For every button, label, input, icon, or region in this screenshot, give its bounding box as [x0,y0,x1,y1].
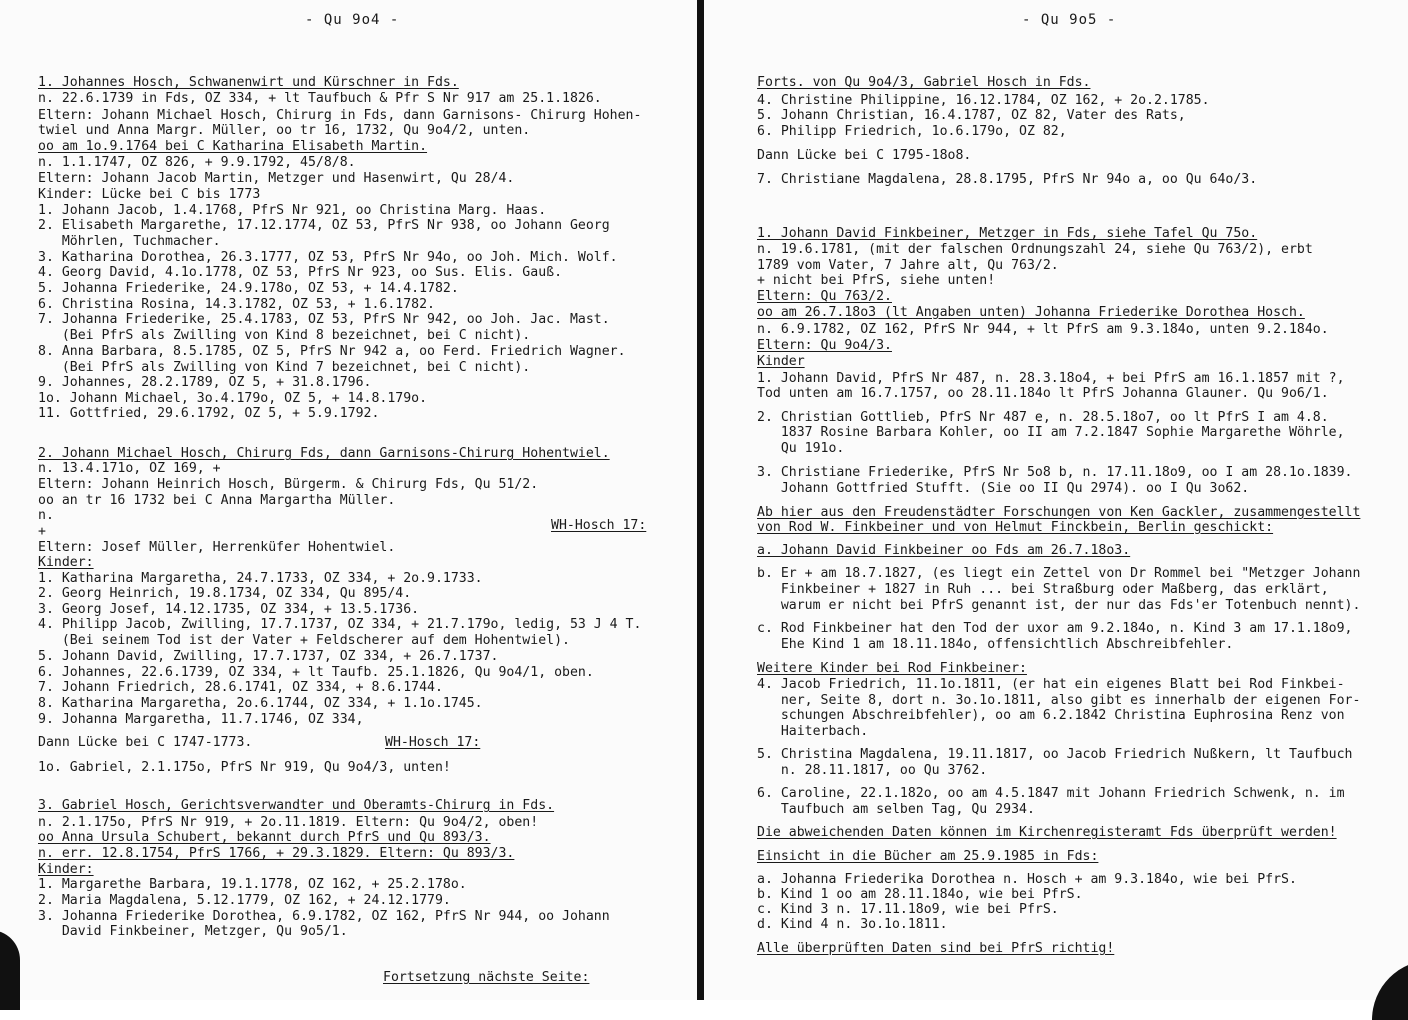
text-line: ner, Seite 8, dort n. 3o.1o.1811, also gibt es innerhalb der eigenen For- [757,693,1361,708]
text-line: 3. Gabriel Hosch, Gerichtsverwandter und Oberamts-Chirurg in Fds. [38,798,555,813]
text-line: Dann Lücke bei C 1795-18o8. [757,148,972,163]
text-line: 1. Margarethe Barbara, 19.1.1778, OZ 162, + 25.2.178o. [38,877,467,892]
text-line: 4. Christine Philippine, 16.12.1784, OZ 162, + 2o.2.1785. [757,93,1210,108]
text-line: n. [38,508,54,523]
text-line: 8. Katharina Margaretha, 2o.6.1744, OZ 334, + 1.1o.1745. [38,696,483,711]
text-line: n. 22.6.1739 in Fds, OZ 334, + lt Taufbuch & Pfr S Nr 917 am 25.1.1826. [38,91,602,106]
text-line: n. 1.1.1747, OZ 826, + 9.9.1792, 45/8/8. [38,155,356,170]
text-line: 1. Katharina Margaretha, 24.7.1733, OZ 334, + 2o.9.1733. [38,571,483,586]
right-page [704,0,1408,1000]
text-line: Eltern: Qu 763/2. [757,289,892,304]
text-line: Dann Lücke bei C 1747-1773. [38,735,253,750]
text-line: a. Johann David Finkbeiner oo Fds am 26.7.18o3. [757,543,1131,558]
text-line: WH-Hosch 17: [551,518,647,533]
text-line: 5. Johann David, Zwilling, 17.7.1737, OZ 334, + 26.7.1737. [38,649,499,664]
text-line: 7. Christiane Magdalena, 28.8.1795, PfrS Nr 94o a, oo Qu 64o/3. [757,172,1258,187]
text-line: n. 13.4.171o, OZ 169, + [38,461,221,476]
text-line: 5. Christina Magdalena, 19.11.1817, oo Jacob Friedrich Nußkern, lt Taufbuch [757,747,1353,762]
text-line: 1o. Johann Michael, 3o.4.179o, OZ 5, + 14.8.179o. [38,391,428,406]
text-line: 9. Johannes, 28.2.1789, OZ 5, + 31.8.1796. [38,375,372,390]
text-line: b. Kind 1 oo am 28.11.184o, wie bei PfrS. [757,887,1083,902]
text-line: 1o. Gabriel, 2.1.175o, PfrS Nr 919, Qu 9o4/3, unten! [38,760,451,775]
book-gutter [697,0,704,1000]
text-line: (Bei PfrS als Zwilling von Kind 7 bezeichnet, bei C nicht). [38,360,531,375]
text-line: 1837 Rosine Barbara Kohler, oo II am 7.2.1847 Sophie Margarethe Wöhrle, [757,425,1345,440]
text-line: von Rod W. Finkbeiner und von Helmut Finckbein, Berlin geschickt: [757,520,1274,535]
text-line: 6. Johannes, 22.6.1739, OZ 334, + lt Taufb. 25.1.1826, Qu 9o4/1, oben. [38,665,594,680]
text-line: WH-Hosch 17: [385,735,481,750]
text-line: 3. Katharina Dorothea, 26.3.1777, OZ 53, PfrS Nr 94o, oo Joh. Mich. Wolf. [38,250,618,265]
text-line: 5. Johanna Friederike, 24.9.178o, OZ 53, + 14.4.1782. [38,281,459,296]
text-line: schungen Abschreibfehler), oo am 6.2.1842 Christina Euphrosina Renz von [757,708,1345,723]
text-line: Eltern: Josef Müller, Herrenküfer Hohentwiel. [38,540,396,555]
text-line: Möhrlen, Tuchmacher. [38,234,221,249]
text-line: oo Anna Ursula Schubert, bekannt durch PfrS und Qu 893/3. [38,830,491,845]
text-line: Eltern: Johann Jacob Martin, Metzger und Hasenwirt, Qu 28/4. [38,171,515,186]
text-line: 4. Jacob Friedrich, 11.1o.1811, (er hat ein eigenes Blatt bei Rod Finkbei- [757,677,1345,692]
text-line: 3. Johanna Friederike Dorothea, 6.9.1782, OZ 162, PfrS Nr 944, oo Johann [38,909,610,924]
text-line: 7. Johann Friedrich, 28.6.1741, OZ 334, + 8.6.1744. [38,680,443,695]
text-line: Kinder: [38,555,94,570]
text-line: Die abweichenden Daten können im Kirchenregisteramt Fds überprüft werden! [757,825,1337,840]
text-line: 1. Johannes Hosch, Schwanenwirt und Kürschner in Fds. [38,75,459,90]
text-line: 6. Philipp Friedrich, 1o.6.179o, OZ 82, [757,124,1067,139]
text-line: Weitere Kinder bei Rod Finkbeiner: [757,661,1027,676]
text-line: (Bei PfrS als Zwilling von Kind 8 bezeichnet, bei C nicht). [38,328,531,343]
text-line: c. Kind 3 n. 17.11.18o9, wie bei PfrS. [757,902,1059,917]
text-line: 7. Johanna Friederike, 25.4.1783, OZ 53, PfrS Nr 942, oo Joh. Jac. Mast. [38,312,610,327]
text-line: c. Rod Finkbeiner hat den Tod der uxor am 9.2.184o, n. Kind 3 am 17.1.18o9, [757,621,1353,636]
text-line: 8. Anna Barbara, 8.5.1785, OZ 5, PfrS Nr 942 a, oo Ferd. Friedrich Wagner. [38,344,626,359]
text-line: n. err. 12.8.1754, PfrS 1766, + 29.3.1829. Eltern: Qu 893/3. [38,846,515,861]
text-line: (Bei seinem Tod ist der Vater + Feldscherer auf dem Hohentwiel). [38,633,570,648]
text-line: b. Er + am 18.7.1827, (es liegt ein Zettel von Dr Rommel bei "Metzger Johann [757,566,1361,581]
text-line: 2. Christian Gottlieb, PfrS Nr 487 e, n. 28.5.18o7, oo lt PfrS I am 4.8. [757,410,1329,425]
text-line: n. 6.9.1782, OZ 162, PfrS Nr 944, + lt PfrS am 9.3.184o, unten 9.2.184o. [757,322,1329,337]
text-line: 2. Georg Heinrich, 19.8.1734, OZ 334, Qu 895/4. [38,586,412,601]
text-line: Eltern: Johann Heinrich Hosch, Bürgerm. & Chirurg Fds, Qu 51/2. [38,477,539,492]
text-line: 2. Johann Michael Hosch, Chirurg Fds, dann Garnisons-Chirurg Hohentwiel. [38,446,610,461]
text-line: Forts. von Qu 9o4/3, Gabriel Hosch in Fds. [757,75,1091,90]
text-line: + nicht bei PfrS, siehe unten! [757,273,996,288]
text-line: 3. Georg Josef, 14.12.1735, OZ 334, + 13.5.1736. [38,602,420,617]
text-line: + [38,524,46,539]
text-line: Tod unten am 16.7.1757, oo 28.11.184o lt PfrS Johanna Glauner. Qu 9o6/1. [757,386,1329,401]
text-line: n. 28.11.1817, oo Qu 3762. [757,763,988,778]
text-line: Qu 191o. [757,441,845,456]
text-line: Alle überprüften Daten sind bei PfrS richtig! [757,941,1115,956]
text-line: 2. Elisabeth Margarethe, 17.12.1774, OZ 53, PfrS Nr 938, oo Johann Georg [38,218,610,233]
text-line: 6. Caroline, 22.1.182o, oo am 4.5.1847 mit Johann Friedrich Schwenk, n. im [757,786,1345,801]
text-line: Eltern: Johann Michael Hosch, Chirurg in Fds, dann Garnisons- Chirurg Hohen- [38,108,642,123]
text-line: Johann Gottfried Stufft. (Sie oo II Qu 2974). oo I Qu 3o62. [757,481,1250,496]
left-page [0,0,697,1000]
text-line: oo am 1o.9.1764 bei C Katharina Elisabeth Martin. [38,139,428,154]
text-line: 5. Johann Christian, 16.4.1787, OZ 82, Vater des Rats, [757,108,1186,123]
text-line: 1. Johann David, PfrS Nr 487, n. 28.3.18o4, + bei PfrS am 16.1.1857 mit ?, [757,371,1345,386]
text-line: Ehe Kind 1 am 18.11.184o, offensichtlich Abschreibfehler. [757,637,1234,652]
text-line: n. 2.1.175o, PfrS Nr 919, + 2o.11.1819. Eltern: Qu 9o4/2, oben! [38,815,539,830]
page-header: - Qu 9o5 - [1022,12,1117,28]
text-line: 11. Gottfried, 29.6.1792, OZ 5, + 5.9.1792. [38,406,380,421]
text-line: 9. Johanna Margaretha, 11.7.1746, OZ 334, [38,712,364,727]
page-header: - Qu 9o4 - [305,12,400,28]
text-line: oo am 26.7.18o3 (lt Angaben unten) Johanna Friederike Dorothea Hosch. [757,305,1305,320]
text-line: 3. Christiane Friederike, PfrS Nr 5o8 b, n. 17.11.18o9, oo I am 28.1o.1839. [757,465,1353,480]
text-line: n. 19.6.1781, (mit der falschen Ordnungszahl 24, siehe Qu 763/2), erbt [757,242,1313,257]
text-line: Einsicht in die Bücher am 25.9.1985 in Fds: [757,849,1099,864]
text-line: Eltern: Qu 9o4/3. [757,338,892,353]
text-line: d. Kind 4 n. 3o.1o.1811. [757,917,948,932]
text-line: warum er nicht bei PfrS genannt ist, der nur das Fds'er Totenbuch nennt). [757,598,1361,613]
text-line: Ab hier aus den Freudenstädter Forschungen von Ken Gackler, zusammengestellt [757,505,1361,520]
text-line: 2. Maria Magdalena, 5.12.1779, OZ 162, + 24.12.1779. [38,893,451,908]
text-line: 1. Johann Jacob, 1.4.1768, PfrS Nr 921, oo Christina Marg. Haas. [38,203,547,218]
text-line: Haiterbach. [757,724,869,739]
text-line: Finkbeiner + 1827 in Ruh ... bei Straßburg oder Maßberg, das erklärt, [757,582,1329,597]
text-line: 1. Johann David Finkbeiner, Metzger in Fds, siehe Tafel Qu 75o. [757,226,1258,241]
text-line: Fortsetzung nächste Seite: [383,970,590,985]
text-line: 1789 vom Vater, 7 Jahre alt, Qu 763/2. [757,258,1059,273]
text-line: 4. Georg David, 4.1o.1778, OZ 53, PfrS Nr 923, oo Sus. Elis. Gauß. [38,265,563,280]
text-line: Kinder: Lücke bei C bis 1773 [38,187,261,202]
text-line: oo an tr 16 1732 bei C Anna Margartha Müller. [38,493,396,508]
text-line: 6. Christina Rosina, 14.3.1782, OZ 53, + 1.6.1782. [38,297,435,312]
text-line: Kinder [757,354,805,369]
text-line: David Finkbeiner, Metzger, Qu 9o5/1. [38,924,348,939]
text-line: twiel und Anna Margr. Müller, oo tr 16, 1732, Qu 9o4/2, unten. [38,123,531,138]
text-line: a. Johanna Friederika Dorothea n. Hosch + am 9.3.184o, wie bei PfrS. [757,872,1297,887]
text-line: 4. Philipp Jacob, Zwilling, 17.7.1737, OZ 334, + 21.7.179o, ledig, 53 J 4 T. [38,617,642,632]
text-line: Taufbuch am selben Tag, Qu 2934. [757,802,1035,817]
text-line: Kinder: [38,862,94,877]
